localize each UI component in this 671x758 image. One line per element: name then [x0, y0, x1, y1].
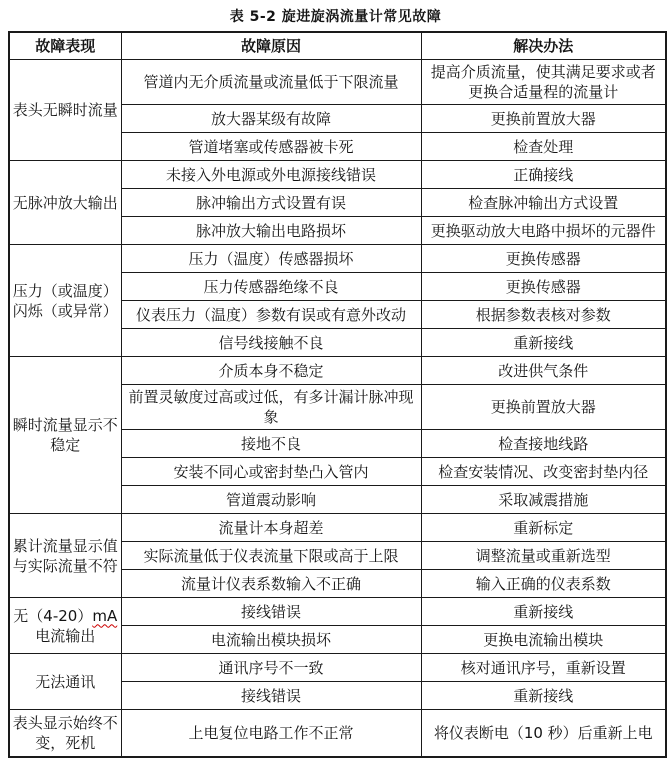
- solution-cell: 更换前置放大器: [421, 385, 666, 430]
- table-header: [9, 32, 666, 60]
- solution-cell: 调整流量或重新选型: [421, 542, 666, 570]
- solution-cell: 检查处理: [421, 133, 666, 161]
- symptom-cell: 累计流量显示值与实际流量不符: [9, 514, 121, 598]
- page-title: 表 5-2 旋进旋涡流量计常见故障: [229, 9, 442, 25]
- symptom-cell: 无脉冲放大输出: [9, 161, 121, 245]
- solution-cell: 更换电流输出模块: [421, 626, 666, 654]
- cause-cell: 流量计仪表系数输入不正确: [121, 570, 421, 598]
- cause-cell: 放大器某级有故障: [121, 105, 421, 133]
- header-solution: 解决办法: [421, 32, 666, 60]
- cause-cell: 仪表压力（温度）参数有误或有意外改动: [121, 301, 421, 329]
- solution-cell: 提高介质流量，使其满足要求或者更换合适量程的流量计: [421, 60, 666, 105]
- solution-cell: 更换前置放大器: [421, 105, 666, 133]
- cause-cell: 信号线接触不良: [121, 329, 421, 357]
- cause-cell: 脉冲放大输出电路损坏: [121, 217, 421, 245]
- cause-cell: 管道震动影响: [121, 486, 421, 514]
- solution-cell: 核对通讯序号，重新设置: [421, 654, 666, 682]
- solution-cell: 重新接线: [421, 329, 666, 357]
- cause-cell: 电流输出模块损坏: [121, 626, 421, 654]
- solution-cell: 采取减震措施: [421, 486, 666, 514]
- solution-cell: 更换驱动放大电路中损坏的元器件: [421, 217, 666, 245]
- cause-cell: 接地不良: [121, 430, 421, 458]
- cause-cell: 管道堵塞或传感器被卡死: [121, 133, 421, 161]
- symptom-cell: 压力（或温度）闪烁（或异常）: [9, 245, 121, 357]
- cause-cell: 压力（温度）传感器损坏: [121, 245, 421, 273]
- spellcheck-wavy-underline: mA: [92, 606, 118, 625]
- table-row: [9, 710, 666, 758]
- solution-cell: 更换传感器: [421, 273, 666, 301]
- table-row: [9, 161, 666, 189]
- cause-cell: 脉冲输出方式设置有误: [121, 189, 421, 217]
- solution-cell: 重新接线: [421, 598, 666, 626]
- table-row: [9, 60, 666, 105]
- cause-cell: 管道内无介质流量或流量低于下限流量: [121, 60, 421, 105]
- cause-cell: 实际流量低于仪表流量下限或高于上限: [121, 542, 421, 570]
- solution-cell: 重新接线: [421, 682, 666, 710]
- cause-cell: 接线错误: [121, 682, 421, 710]
- symptom-cell: 无法通讯: [9, 654, 121, 710]
- solution-cell: 更换传感器: [421, 245, 666, 273]
- table-body: [9, 60, 666, 758]
- table-row: [9, 514, 666, 542]
- solution-cell: 检查安装情况、改变密封垫内径: [421, 458, 666, 486]
- cause-cell: 流量计本身超差: [121, 514, 421, 542]
- cause-cell: 安装不同心或密封垫凸入管内: [121, 458, 421, 486]
- cause-cell: 未接入外电源或外电源接线错误: [121, 161, 421, 189]
- solution-cell: 输入正确的仪表系数: [421, 570, 666, 598]
- table-row: [9, 654, 666, 682]
- cause-cell: 上电复位电路工作不正常: [121, 710, 421, 758]
- cause-cell: 前置灵敏度过高或过低，有多计漏计脉冲现象: [121, 385, 421, 430]
- cause-cell: 接线错误: [121, 598, 421, 626]
- header-cause: 故障原因: [121, 32, 421, 60]
- cause-cell: 介质本身不稳定: [121, 357, 421, 385]
- symptom-cell: 无（4-20）mA 电流输出: [9, 598, 121, 654]
- cause-cell: 通讯序号不一致: [121, 654, 421, 682]
- table-row: [9, 245, 666, 273]
- fault-table: [8, 31, 667, 758]
- symptom-cell: 瞬时流量显示不稳定: [9, 357, 121, 514]
- table-row: [9, 598, 666, 626]
- cause-cell: 压力传感器绝缘不良: [121, 273, 421, 301]
- solution-cell: 改进供气条件: [421, 357, 666, 385]
- table-row: [9, 357, 666, 385]
- solution-cell: 根据参数表核对参数: [421, 301, 666, 329]
- header-symptom: 故障表现: [9, 32, 121, 60]
- symptom-cell: 表头显示始终不变，死机: [9, 710, 121, 758]
- solution-cell: 正确接线: [421, 161, 666, 189]
- solution-cell: 检查接地线路: [421, 430, 666, 458]
- solution-cell: 将仪表断电（10 秒）后重新上电: [421, 710, 666, 758]
- solution-cell: 检查脉冲输出方式设置: [421, 189, 666, 217]
- symptom-cell: 表头无瞬时流量: [9, 60, 121, 161]
- solution-cell: 重新标定: [421, 514, 666, 542]
